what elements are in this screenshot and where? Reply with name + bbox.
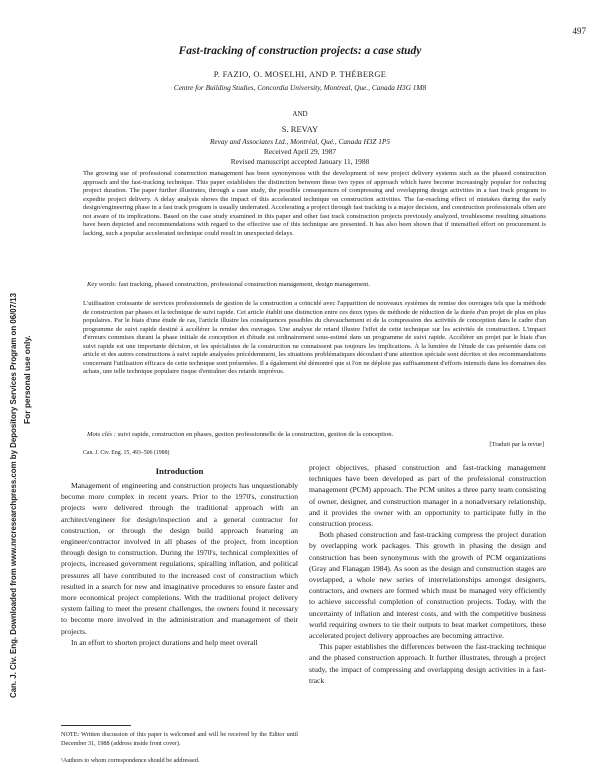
affiliation-2: Revay and Associates Ltd., Montréal, Qué., Canada H3Z 1P5 xyxy=(209,137,391,146)
resume-text: L'utilisation croissante de services professionnels de gestion de la construction a coïncidé avec l'apparition de nouveaux systèmes de remise des ouvrages tels que la méthode de construction par phases et la technique de suivi rapide. Cet article établit une distinction entre ces deux types de méthode de réduction de la durée d'un projet de plus en plus populaires. Par le biais d'une étude de cas, l'article illustre les conséquences possibles du chevauchement et de la compression des activités de conception dans le cadre d'un programme de suivi rapide destiné à accélérer la remise des ouvrages. Une analyse de retard illustre l'effet de cette technique sur les activités de construction. L'impact d'erreurs commises durant la phase initiale de conception et d'étude est ordinairement sous-estimé dans un programme de suivi rapide. Accélérer un projet par le biais d'un suivi rapide est une importante décision, et les spécialistes de la construction ne connaissent pas toujours les implications. À la lumière de l'étude de cas présentée dans cet article et des autres constructions à suivi rapide analysées précédemment, les situations problématiques découlant d'une attention spéciale sont décrites et des recommandations concernant l'utilisation efficace de cette technique sont présentées. Il a également été démontré que si l'on ne déploie pas suffisamment d'efforts intensifs dans les domaines des achats, une telle technique populaire risque d'entraîner des retards imprévus. xyxy=(83,300,546,375)
author-conjunction: AND xyxy=(292,110,308,118)
watermark-line-1: Can. J. Civ. Eng. Downloaded from www.nrcresearchpress.com by Depository Services Program on 06/07/13 xyxy=(8,290,18,698)
intro-left-column xyxy=(61,480,298,648)
keywords-line xyxy=(87,281,547,288)
corresponding-author-note: ¹Authors to whom correspondence should be addressed. xyxy=(61,757,200,764)
intro-paragraph: Both phased construction and fast-tracking compress the project duration by overlapping work packages. This growth in phasing the design and construction has been synonymous with the growth of PCM organizations (Gray and Flanagan 1984). As soon as the design and construction stages are overlapped, a whole new series of interrelationships amongst designers, contractors, and owners are formed which must be managed very efficiently to achieve successful completion of construction projects. Today, with the uncertainty of inflation and interest costs, and with the competitive business world requiring owners to tie their outputs to beat market competitors, these accelerated project delivery approaches are becoming attractive. xyxy=(309,530,546,641)
received-date: Received April 29, 1987 xyxy=(263,147,337,156)
intro-paragraph: This paper establishes the differences between the fast-tracking technique and the phased construction approach. It further illustrates, through a project study, the impact of compressing and overlapping design activities in a fast-track xyxy=(309,642,546,685)
discussion-note: NOTE: Written discussion of this paper is welcomed and will be received by the Editor until December 31, 1988 (address inside front cover). xyxy=(61,731,298,747)
paper-title: Fast-tracking of construction projects: a case study xyxy=(178,45,422,57)
download-watermark xyxy=(2,290,52,700)
journal-citation: Can. J. Civ. Eng. 15, 493–506 (1988) xyxy=(83,450,170,456)
abstract-text: The growing use of professional construction management has been synonymous with the development of new project delivery systems such as the phased construction approach and the fast-tracking technique. This paper establishes the distinction between these two types of approach which have become increasingly popular for reducing project duration. The paper further illustrates, through a case study, the possible consequences of compressing and overlapping design activities in a fast track program to expedite project delivery. A delay analysis shows the impact of this accelerated technique on construction activities. The far-reaching effect of mistakes during the early design/engineering phase in a fast track program is usually underrated. Accelerating a project through fast tracking is a major decision, and construction professionals often are not aware of its implications. Based on the case study examined in this paper and other fast track construction projects previously analyzed, troublesome resulting situations have been depicted and recommendations with regard to the effective use of this technique are presented. It has also been shown that if intensified effort on procurement is lacking, such a popular accelerated technique could result in unexpected delays. xyxy=(83,170,546,237)
keywords-text: fast tracking, phased construction, professional construction management, design management. xyxy=(118,281,370,288)
author-2: S. REVAY xyxy=(281,124,319,134)
intro-paragraph: project objectives, phased construction and fast-tracking management techniques have been developed as part of the professional construction management (PCM) approach. The PCM unites a three party team consisting of owner, designer, and construction manager in a nonadversary relationship, and it provides the owner with an opportunity to participate fully in the construction process. xyxy=(309,463,546,529)
author-list: P. FAZIO, O. MOSELHI, AND P. THÉBERGE xyxy=(213,69,387,79)
keywords-label: Key words: xyxy=(87,281,117,288)
intro-paragraph: In an effort to shorten project durations and help meet overall xyxy=(71,637,258,647)
page-number: 497 xyxy=(572,26,586,36)
mots-cles-text: suivi rapide, construction en phases, gestion professionnelle de la construction, gestion de la conception. xyxy=(117,431,394,438)
watermark-line-2: For personal use only. xyxy=(22,335,32,424)
introduction-heading: Introduction xyxy=(155,466,204,476)
revised-date: Revised manuscript accepted January 11, 1988 xyxy=(230,157,370,166)
footnote-rule xyxy=(61,725,131,726)
mots-cles-line xyxy=(87,431,547,438)
affiliation-1: Centre for Building Studies, Concordia University, Montreal, Que., Canada H3G 1M8 xyxy=(173,83,427,92)
intro-right-column xyxy=(309,462,546,686)
mots-cles-label: Mots clés : xyxy=(87,431,116,438)
intro-paragraph: Management of engineering and construction projects has unquestionably become more complex in recent years. Prior to the 1970's, construction projects were delivered through the traditional approach with an architect/engineer for design/inspection and a general contractor for construction, or through the design build approach featuring an engineer/contractor involved in all phases of the project, from inception through design to construction. During the 1970's, technical complexities of projects, increased government regulations, spiralling inflation, and political pressures all have contributed to the increased cost of construction which resulted in a search for new and imaginative procedures to ensure faster and more economical project completions. With the traditional project delivery system failing to meet the present challenges, the owners found it necessary to become more involved in the administration and management of their projects. xyxy=(61,481,298,636)
translation-note: [Traduit par la revue] xyxy=(489,441,544,448)
